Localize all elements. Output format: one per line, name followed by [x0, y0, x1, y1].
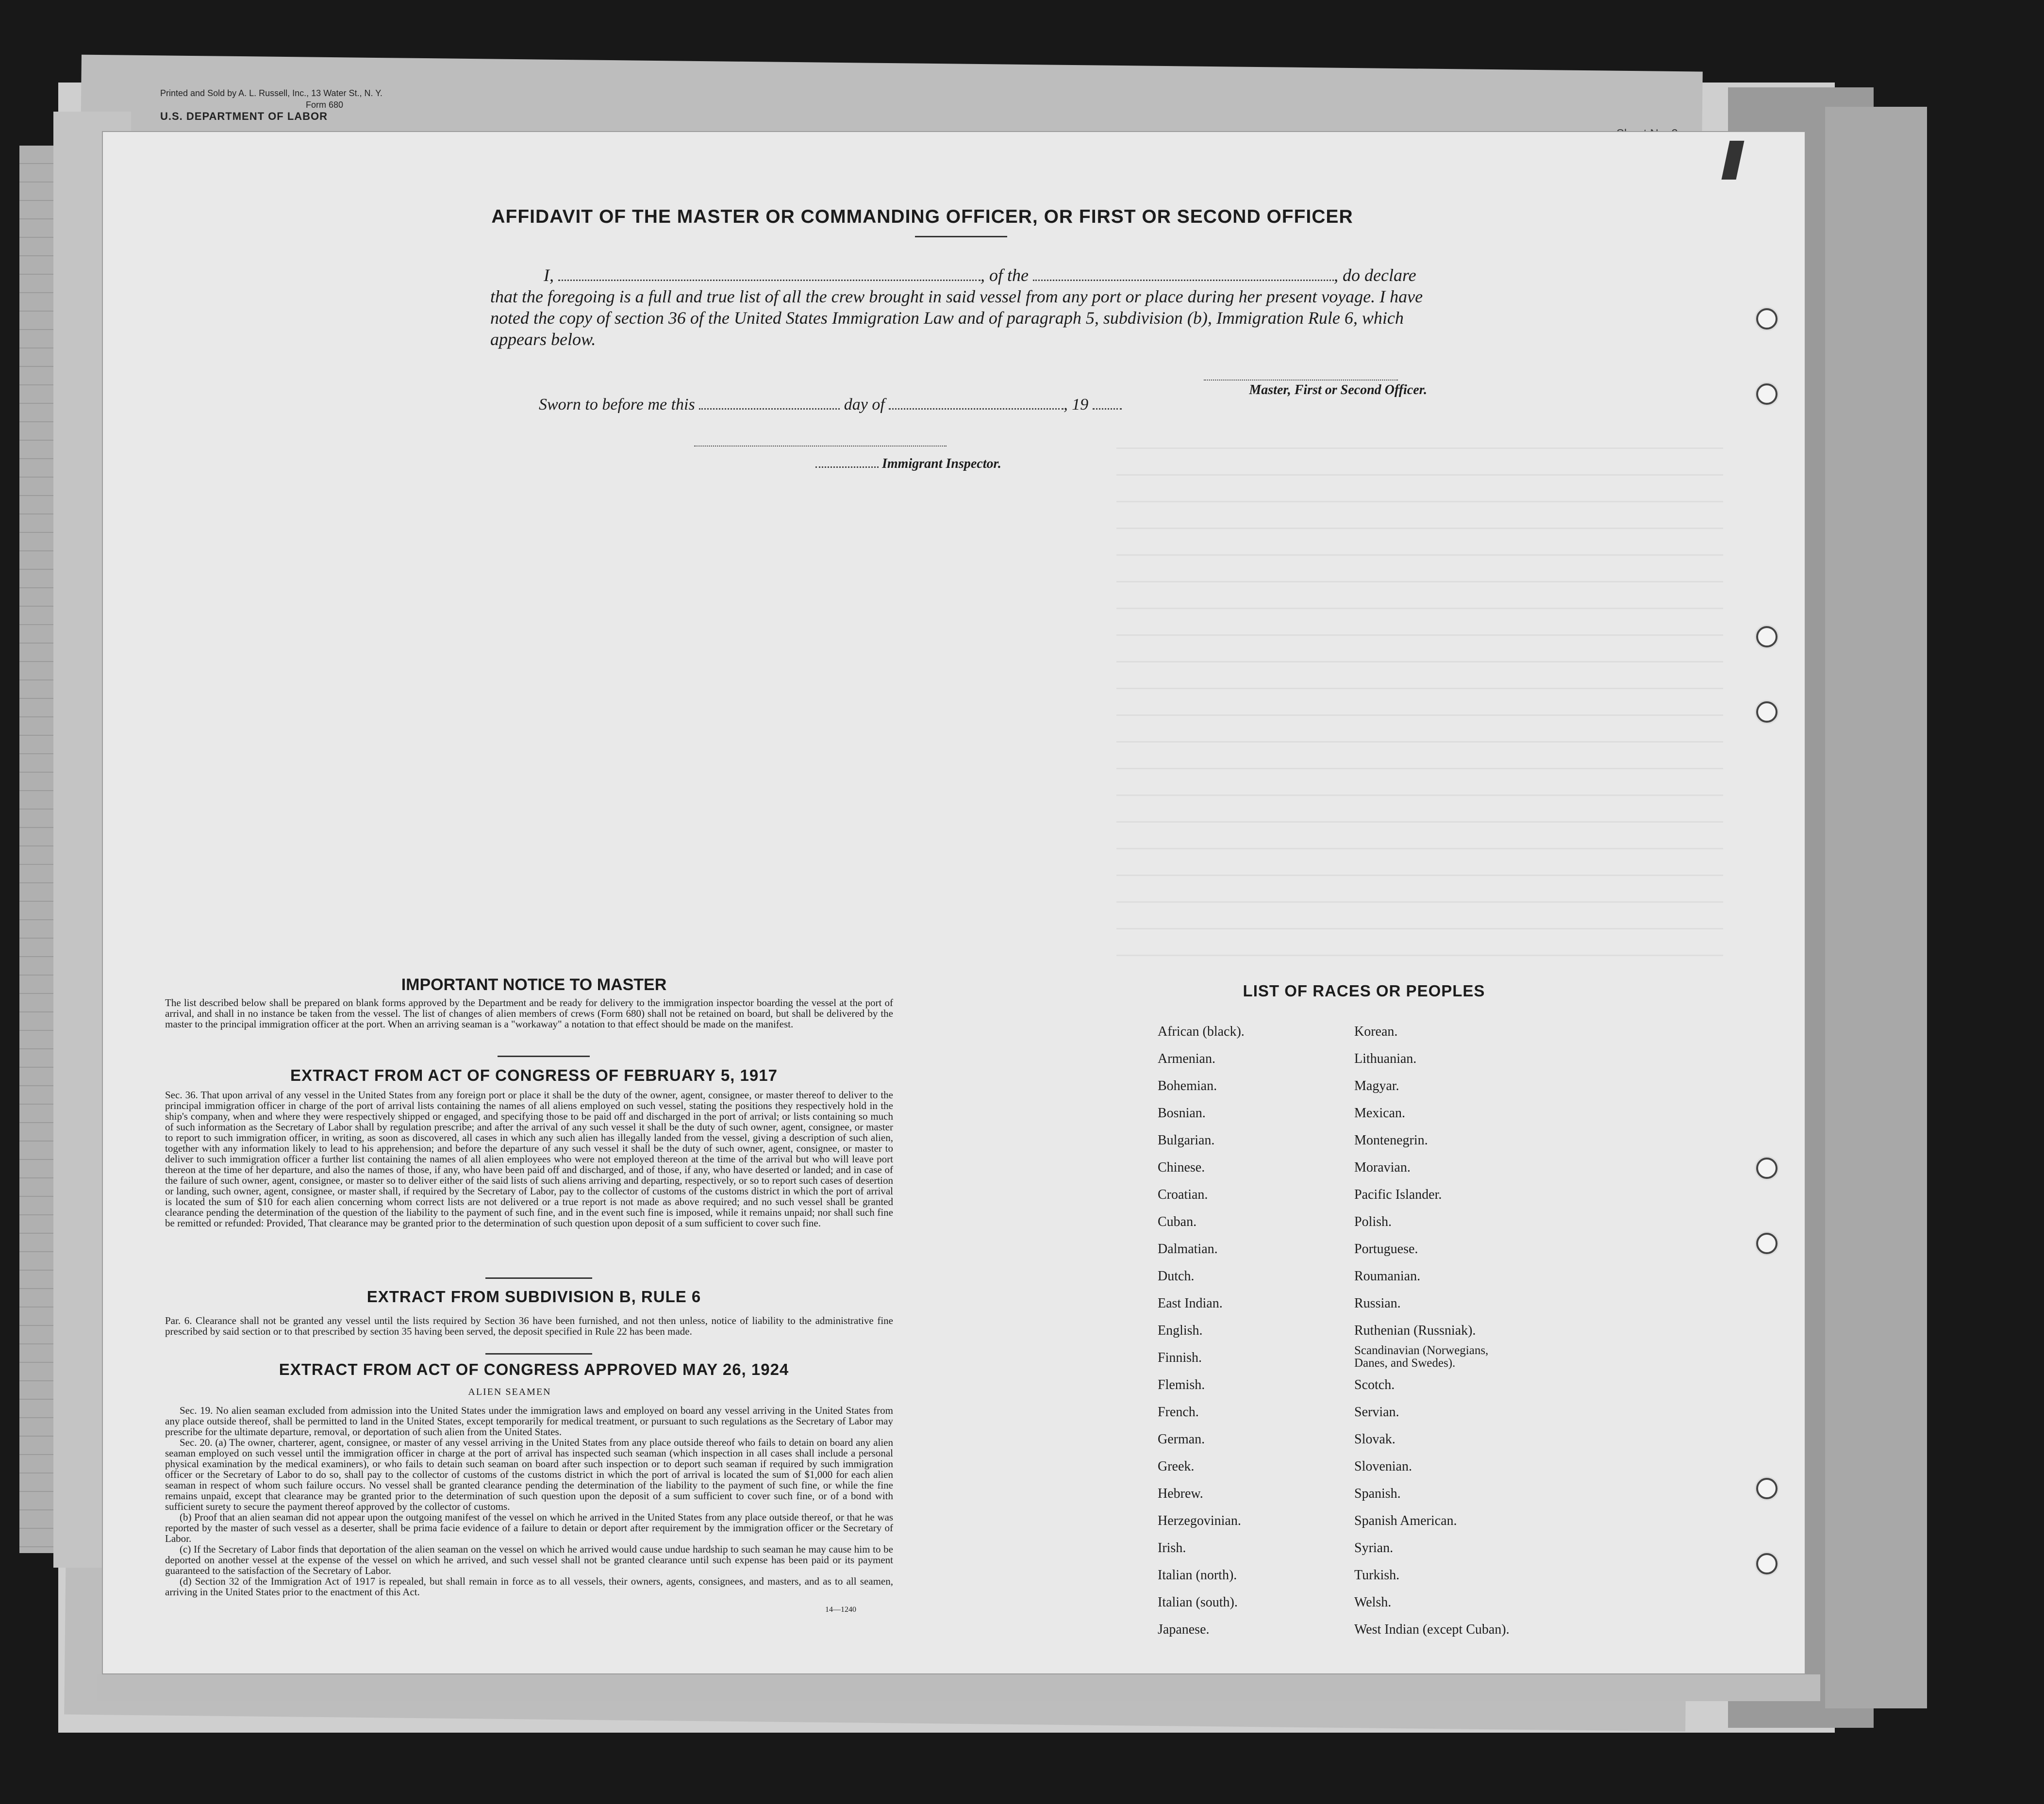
race-item: Hebrew.: [1158, 1486, 1203, 1501]
race-item: East Indian.: [1158, 1296, 1223, 1311]
race-item: Bosnian.: [1158, 1106, 1206, 1121]
binder-hole: [1756, 383, 1778, 405]
race-item: Armenian.: [1158, 1051, 1215, 1066]
name-blank[interactable]: [558, 279, 980, 281]
divider: [485, 1277, 592, 1279]
sworn-line: [539, 396, 1122, 414]
extract-1924-title: EXTRACT FROM ACT OF CONGRESS APPROVED MAY 26, 1924: [279, 1360, 789, 1378]
divider: [485, 1353, 592, 1355]
inspector-label-row: [815, 456, 1001, 472]
race-item: African (black).: [1158, 1024, 1245, 1039]
year-label: , 19: [1064, 396, 1089, 414]
binder-hole: [1756, 308, 1778, 330]
race-item: Dutch.: [1158, 1269, 1195, 1284]
extract-1917-title: EXTRACT FROM ACT OF CONGRESS OF FEBRUARY 5, 1917: [290, 1066, 778, 1084]
section-20d: (d) Section 32 of the Immigration Act of 1917 is repealed, but shall remain in force as to all vessels, their owners, agents, consignees, and masters, and as to all seamen, arriving in the United States prior to the enactment of this Act.: [165, 1575, 893, 1598]
sworn-day-blank[interactable]: [699, 408, 840, 410]
races-left-column: [1158, 1018, 1245, 1643]
affidavit-statement: [490, 265, 1442, 350]
binder-hole: [1756, 701, 1778, 723]
race-item: Turkish.: [1354, 1568, 1400, 1583]
section-20c: (c) If the Secretary of Labor finds that deportation of the alien seaman on the vessel on which he arrived would cause undue hardship to such seaman he may cause him to be deported on another vessel at the expense of the vessel on which he arrived, and such vessel shall not be granted clearance until such expense has been paid or its payment guaranteed to the satisfaction of the Secretary of Labor.: [165, 1543, 893, 1576]
race-item: Magyar.: [1354, 1078, 1399, 1093]
race-item: Slovak.: [1354, 1432, 1396, 1447]
binder-hole: [1756, 1553, 1778, 1574]
alien-seamen-subtitle: ALIEN SEAMEN: [468, 1387, 551, 1397]
race-item: Dalmatian.: [1158, 1241, 1218, 1257]
section-20a: Sec. 20. (a) The owner, charterer, agent, consignee, or master of any vessel arriving in the United States from any place outside thereof who fails to detain on board any alien seaman employed on such vessel until the immigration officer in charge at the port of arrival has inspected such seaman (which inspection in all cases shall include a personal physical examination by the medical examiners), or who fails to detain such seaman on board after such inspection or to deport such seaman if required by such immigration officer or the Secretary of Labor to do so, shall pay to the collector of customs of the customs district in which the port of arrival is located the sum of $1,000 for each alien seaman in respect of whom such failure occurs. No vessel shall be granted clearance pending the determination of the liability to the payment of such fine, or while the fine remains unpaid, except that clearance may be granted prior to the determination of such question upon the deposit of a sum sufficient to cover such fine, or of a bond with sufficient surety to secure the payment thereof approved by the collector of customs.: [165, 1437, 893, 1512]
binder-hole: [1756, 1158, 1778, 1179]
notice-text: The list described below shall be prepared on blank forms approved by the Department and be ready for delivery to the immigration inspector boarding the vessel at the port of arrival, and shall in no instance be taken from the vessel. The list of changes of alien members of crews (Form 680) shall not be retained on board, but shall be delivered by the master to the principal immigration officer at the port. When an arriving seaman is a "workaway" a notation to that effect should be made on the manifest.: [165, 997, 893, 1030]
race-item: Chinese.: [1158, 1160, 1205, 1175]
affidavit-do-declare: , do declare: [1333, 265, 1416, 285]
section-19: Sec. 19. No alien seaman excluded from admission into the United States under the immigration laws and employed on board any vessel arriving in the United States from any place outside thereof, shall be permitted to land in the United States, except temporarily for medical treatment, or pursuant to such regulations as the Secretary of Labor may prescribe for the ultimate departure, removal, or deportation of such alien from the United States.: [165, 1405, 893, 1438]
race-item: Herzegovinian.: [1158, 1513, 1241, 1528]
affidavit-body: that the foregoing is a full and true list of all the crew brought in said vessel from any port or place during her present voyage. I have noted the copy of section 36 of the United States Immigration Law and of paragraph 5, subdivision (b), Immigration Rule 6, which appears below.: [490, 287, 1423, 349]
vessel-blank[interactable]: [1033, 279, 1334, 281]
race-item: English.: [1158, 1323, 1203, 1338]
race-item: Syrian.: [1354, 1540, 1394, 1556]
divider: [915, 236, 1007, 237]
race-item: German.: [1158, 1432, 1205, 1447]
race-item: West Indian (except Cuban).: [1354, 1622, 1510, 1637]
race-item: Slovenian.: [1354, 1459, 1412, 1474]
race-item: Ruthenian (Russniak).: [1354, 1323, 1476, 1338]
affidavit-of-the: , of the: [980, 265, 1029, 285]
race-item: Pacific Islander.: [1354, 1187, 1442, 1202]
master-signature-line[interactable]: [1204, 380, 1398, 381]
races-right-column: [1354, 1018, 1519, 1643]
form-code: 14—1240: [825, 1605, 856, 1614]
printer-imprint: [160, 87, 382, 122]
race-item: Servian.: [1354, 1405, 1399, 1420]
race-item: Portuguese.: [1354, 1241, 1418, 1257]
inspector-label: Immigrant Inspector.: [882, 456, 1001, 471]
race-item: Bohemian.: [1158, 1078, 1217, 1093]
form-number: Form 680: [306, 100, 344, 110]
race-item: Bulgarian.: [1158, 1133, 1215, 1148]
binder-hole: [1756, 1233, 1778, 1254]
day-of-label: day of: [844, 396, 885, 414]
race-item: Greek.: [1158, 1459, 1195, 1474]
printer-line: Printed and Sold by A. L. Russell, Inc., 13 Water St., N. Y.: [160, 88, 382, 98]
binder-hole: [1756, 626, 1778, 647]
affidavit-i: I,: [544, 265, 554, 285]
race-item: Italian (north).: [1158, 1568, 1237, 1583]
race-item: Moravian.: [1354, 1160, 1411, 1175]
race-item: Flemish.: [1158, 1377, 1205, 1392]
race-item: Montenegrin.: [1354, 1133, 1428, 1148]
race-item: Scotch.: [1354, 1377, 1395, 1392]
race-item: Finnish.: [1158, 1350, 1202, 1365]
race-item: Lithuanian.: [1354, 1051, 1417, 1066]
race-item: Russian.: [1354, 1296, 1401, 1311]
race-item: Korean.: [1354, 1024, 1398, 1039]
section-20b: (b) Proof that an alien seaman did not appear upon the outgoing manifest of the vessel on which he arrived in the United States from any place outside thereof, or that he was reported by the master of such vessel as a deserter, shall be prima facie evidence of a failure to detain or deport after requirement by the immigration officer or the Secretary of Labor.: [165, 1511, 893, 1544]
bleed-through-ledger: [1116, 422, 1723, 956]
extract-rule6-title: EXTRACT FROM SUBDIVISION B, RULE 6: [366, 1288, 701, 1306]
department-name: U.S. DEPARTMENT OF LABOR: [160, 110, 328, 122]
divider: [498, 1056, 590, 1057]
sheet-bottom-edge: [97, 1674, 1820, 1701]
race-item: Italian (south).: [1158, 1595, 1238, 1610]
extract-1917-text: Sec. 36. That upon arrival of any vessel in the United States from any foreign port or place it shall be the duty of the owner, agent, consignee, or master thereof to deliver to the principal immigration officer in charge of the port of arrival lists containing the names of all aliens employed on such vessel, stating the positions they respectively hold in the ship's company, when and where they were respectively shipped or engaged, and specifying those to be paid off and discharged in the port of arrival; or lists containing so much of such information as the Secretary of Labor shall by regulation prescribe; and after the arrival of any such vessel it shall be the duty of such owner, agent, consignee, or master to report to such immigration officer, in writing, as soon as discovered, all cases in which any such alien has illegally landed from the vessel, giving a description of such alien, together with any information likely to lead to his apprehension; and before the departure of any such vessel it shall be the duty of such owner, agent, consignee, or master to deliver to such immigration officer a further list containing the names of all alien employees who were not employed thereon at the time of the arrival but who will leave port thereon at the time of her departure, and also the names of those, if any, who have been paid off and discharged, and of those, if any, who have deserted or landed; and in case of the failure of such owner, agent, consignee, or master so to deliver either of the said lists of such aliens arriving and departing, respectively, or so to report such cases of desertion or landing, such owner, agent, consignee, or master shall, if required by the Secretary of Labor, pay to the collector of customs of the customs district in which the port of arrival is located the sum of $10 for each alien concerning whom correct lists are not delivered or a true report is not made as above required; and no such vessel shall be granted clearance pending the determination of the question of the liability to the payment of such fine, and in the event such fine is imposed, while it remains unpaid; nor shall such fine be remitted or refunded: Provided, That clearance may be granted prior to the determination of such question upon deposit of a sum sufficient to cover such fine.: [165, 1089, 893, 1229]
binder-hole: [1756, 1478, 1778, 1499]
notice-title: IMPORTANT NOTICE TO MASTER: [401, 976, 667, 994]
extract-rule6-text: Par. 6. Clearance shall not be granted any vessel until the lists required by Section 36 have been furnished, and not then unless, notice of liability to the administrative fine prescribed by said section or to that prescribed by section 35 having been served, the deposit specified in Rule 22 has been made.: [165, 1315, 893, 1337]
master-signature-label: Master, First or Second Officer.: [1249, 382, 1427, 397]
race-item: Scandinavian (Norwegians, Danes, and Swedes).: [1354, 1344, 1489, 1370]
race-item: Croatian.: [1158, 1187, 1208, 1202]
back-sheet-edge: [1825, 107, 1927, 1708]
race-item: Japanese.: [1158, 1622, 1210, 1637]
race-item: French.: [1158, 1405, 1199, 1420]
race-item: Polish.: [1354, 1214, 1392, 1229]
sworn-year-blank[interactable]: [1093, 408, 1122, 410]
extract-1924-text: [165, 1405, 893, 1597]
race-item: Roumanian.: [1354, 1269, 1421, 1284]
sworn-label: Sworn to before me this: [539, 396, 695, 414]
race-item: Irish.: [1158, 1540, 1186, 1556]
race-item: Welsh.: [1354, 1595, 1392, 1610]
inspector-signature-line[interactable]: [694, 446, 947, 447]
races-title: LIST OF RACES OR PEOPLES: [1243, 982, 1485, 1000]
race-item: Cuban.: [1158, 1214, 1197, 1229]
race-item: Mexican.: [1354, 1106, 1405, 1121]
race-item: Spanish.: [1354, 1486, 1401, 1501]
race-item: Spanish American.: [1354, 1513, 1457, 1528]
inspector-blank[interactable]: [815, 466, 879, 468]
sworn-month-blank[interactable]: [889, 408, 1064, 410]
affidavit-title: AFFIDAVIT OF THE MASTER OR COMMANDING OFFICER, OR FIRST OR SECOND OFFICER: [491, 206, 1353, 227]
